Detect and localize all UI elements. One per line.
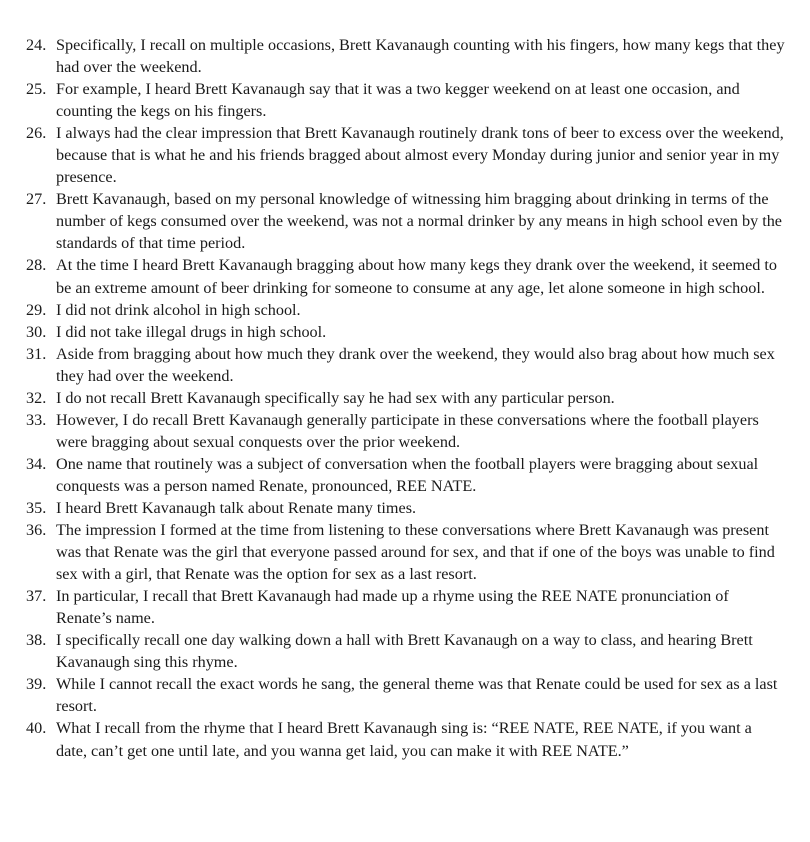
paragraph-number: 40.: [26, 719, 47, 738]
paragraph-36: [26, 519, 786, 585]
declaration-document: [26, 34, 786, 762]
paragraph-text: Aside from bragging about how much they drank over the weekend, they would also brag about how much sex they had over the weekend.: [56, 344, 775, 385]
paragraph-40: [26, 717, 786, 761]
paragraph-text: While I cannot recall the exact words he sang, the general theme was that Renate could be used for sex as a last resort.: [56, 675, 778, 716]
paragraph-number: 30.: [26, 322, 47, 341]
paragraph-35: [26, 497, 786, 519]
paragraph-number: 34.: [26, 454, 47, 473]
paragraph-27: [26, 188, 786, 254]
paragraph-number: 27.: [26, 190, 47, 209]
paragraph-text: Specifically, I recall on multiple occasions, Brett Kavanaugh counting with his fingers, how many kegs that they had over the weekend.: [56, 36, 785, 77]
paragraph-38: [26, 629, 786, 673]
paragraph-number: 26.: [26, 124, 47, 143]
paragraph-text: I did not drink alcohol in high school.: [56, 300, 301, 319]
paragraph-number: 39.: [26, 675, 47, 694]
paragraph-text: I always had the clear impression that Brett Kavanaugh routinely drank tons of beer to excess over the weekend, because that is what he and his friends bragged about almost every Monday during junior and senior year in my presence.: [56, 124, 784, 187]
paragraph-text: For example, I heard Brett Kavanaugh say that it was a two kegger weekend on at least one occasion, and counting the kegs on his fingers.: [56, 80, 740, 121]
paragraph-text: Brett Kavanaugh, based on my personal knowledge of witnessing him bragging about drinking in terms of the number of kegs consumed over the weekend, was not a normal drinker by any means in high school even by the standards of that time period.: [56, 190, 782, 253]
paragraph-26: [26, 122, 786, 188]
paragraph-25: [26, 78, 786, 122]
paragraph-32: [26, 387, 786, 409]
paragraph-text: I did not take illegal drugs in high school.: [56, 322, 327, 341]
paragraph-37: [26, 585, 786, 629]
paragraph-text: I heard Brett Kavanaugh talk about Renate many times.: [56, 498, 417, 517]
paragraph-text: I specifically recall one day walking down a hall with Brett Kavanaugh on a way to class, and hearing Brett Kavanaugh sing this rhyme.: [56, 631, 753, 672]
paragraph-24: [26, 34, 786, 78]
paragraph-number: 29.: [26, 300, 47, 319]
paragraph-28: [26, 254, 786, 298]
paragraph-number: 28.: [26, 256, 47, 275]
paragraph-number: 25.: [26, 80, 47, 99]
paragraph-text: The impression I formed at the time from listening to these conversations where Brett Kavanaugh was present was that Renate was the girl that everyone passed around for sex, and that if one of the boys was unable to find sex with a girl, that Renate was the option for sex as a last resort.: [56, 521, 775, 584]
paragraph-33: [26, 409, 786, 453]
paragraph-text: I do not recall Brett Kavanaugh specifically say he had sex with any particular person.: [56, 388, 615, 407]
paragraph-number: 35.: [26, 498, 47, 517]
paragraph-number: 31.: [26, 344, 47, 363]
paragraph-text: At the time I heard Brett Kavanaugh bragging about how many kegs they drank over the weekend, it seemed to be an extreme amount of beer drinking for someone to consume at any age, let alone someone in high school.: [56, 256, 778, 297]
paragraph-31: [26, 343, 786, 387]
paragraph-number: 24.: [26, 36, 47, 54]
paragraph-number: 33.: [26, 410, 47, 429]
paragraph-number: 38.: [26, 631, 47, 650]
paragraph-number: 32.: [26, 388, 47, 407]
paragraph-39: [26, 673, 786, 717]
paragraph-text: In particular, I recall that Brett Kavanaugh had made up a rhyme using the REE NATE pronunciation of Renate’s name.: [56, 587, 729, 628]
paragraph-34: [26, 453, 786, 497]
paragraph-text: However, I do recall Brett Kavanaugh generally participate in these conversations where the football players were bragging about sexual conquests over the prior weekend.: [56, 410, 759, 451]
paragraph-30: [26, 321, 786, 343]
paragraph-text: One name that routinely was a subject of conversation when the football players were bragging about sexual conquests was a person named Renate, pronounced, REE NATE.: [56, 454, 759, 495]
paragraph-29: [26, 299, 786, 321]
paragraph-number: 36.: [26, 521, 47, 540]
paragraph-text: What I recall from the rhyme that I heard Brett Kavanaugh sing is: “REE NATE, REE NATE, if you want a date, can’t get one until late, and you wanna get laid, you can make it with REE NATE.”: [56, 719, 752, 760]
paragraph-number: 37.: [26, 587, 47, 606]
